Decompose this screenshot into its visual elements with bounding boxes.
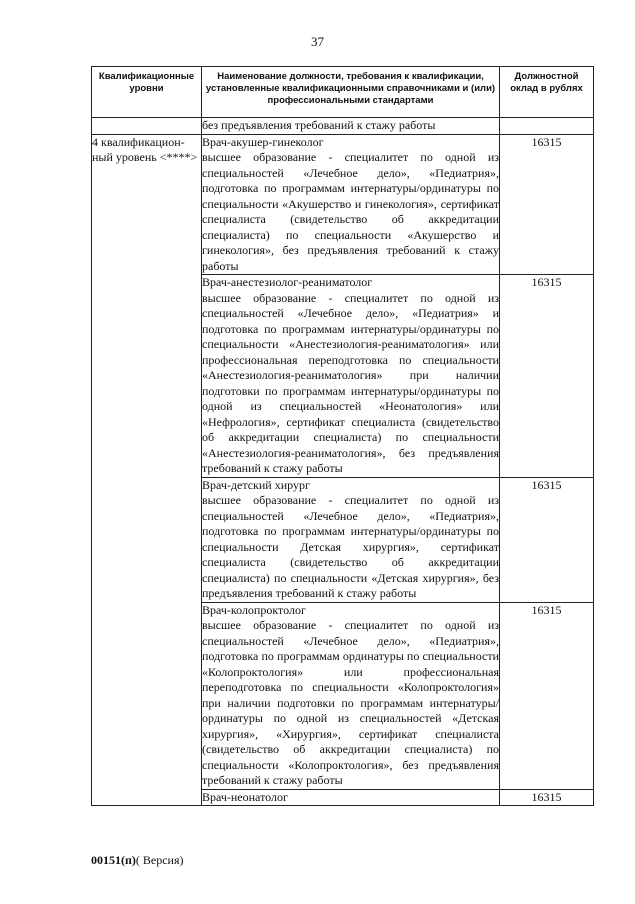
salary-value: 16315 <box>500 602 594 789</box>
qualification-table <box>91 66 594 806</box>
header-position-requirements: Наименование должности, требования к квалификации, установленные квалификационными справочниками и (или) профессиональными стандартами <box>202 67 500 118</box>
qualification-level-cell <box>92 134 202 806</box>
table-header-row <box>92 67 594 118</box>
position-requirements: высшее образование - специалитет по одной из специальностей «Лечебное дело», «Педиатрия», подготовка по программам интернатуры/ординатуры по специальности «Акушерство и гинекология», сертификат специалиста (свидетельство об аккредитации специалиста) по специальности «Акушерство и гинекология», без предъявления требований к стажу работы <box>202 150 499 273</box>
position-requirements: высшее образование - специалитет по одной из специальностей «Лечебное дело», «Педиатрия», подготовка по программам интернатуры/ординатуры по специальности Детская хирургия», сертификат специалиста (свидетельство об аккредитации специалиста) по специальности «Детская хирургия», без предъявления требований к стажу работы <box>202 493 499 600</box>
position-requirements: высшее образование - специалитет по одной из специальностей «Лечебное дело», «Педиатрия» и подготовка по программам интернатуры/ординатуры по специальности «Анестезиология-реаниматология» или профессиональная переподготовка по специальности «Анестезиология-реаниматология» при наличии подготовки по программам интернатуры/ординатуры по одной из специальностей «Неонатология» или «Нефрология», сертификат специалиста (свидетельство об аккредитации специалиста) по специальности «Анестезиология-реаниматология», без предъявления требований к стажу работы <box>202 290 499 475</box>
page-number: 37 <box>311 34 324 49</box>
position-title: Врач-акушер-гинеколог <box>202 134 324 149</box>
salary-value: 16315 <box>500 275 594 478</box>
salary-value: 16315 <box>500 134 594 275</box>
table-row <box>92 134 594 275</box>
position-title: Врач-анестезиолог-реаниматолог <box>202 275 373 289</box>
level-cell-empty <box>92 118 202 135</box>
header-qualification-levels: Квалификационные уровни <box>92 67 202 118</box>
table-row-continuation <box>92 118 594 135</box>
position-description <box>202 602 500 789</box>
document-footer <box>91 853 184 868</box>
qualification-level-label: 4 квалификацион-ный уровень <****> <box>92 134 198 164</box>
document-version: ( Версия) <box>135 853 184 867</box>
position-title: Врач-колопроктолог <box>202 602 306 617</box>
salary-cell-empty <box>500 118 594 135</box>
position-description <box>202 789 500 806</box>
salary-value: 16315 <box>500 789 594 806</box>
salary-value: 16315 <box>500 477 594 602</box>
header-salary: Должностной оклад в рублях <box>500 67 594 118</box>
position-description <box>202 134 500 275</box>
position-title: Врач-неонатолог <box>202 789 288 804</box>
position-description <box>202 275 500 478</box>
continuation-text: без предъявления требований к стажу работы <box>202 118 500 135</box>
document-code: 00151(п) <box>91 853 136 867</box>
position-title: Врач-детский хирург <box>202 477 310 492</box>
position-requirements: высшее образование - специалитет по одной из специальностей «Лечебное дело», «Педиатрия», подготовка по программам ординатуры по специальности «Колопроктология» или профессиональная переподготовка по специальности «Колопроктология» при наличии подготовки по программам интернатуры/ординатуры по одной из специальностей «Детская хирургия», «Хирургия», сертификат специалиста (свидетельство об аккредитации специалиста) по специальности «Колопроктология», без предъявления требований к стажу работы <box>202 618 499 787</box>
position-description <box>202 477 500 602</box>
